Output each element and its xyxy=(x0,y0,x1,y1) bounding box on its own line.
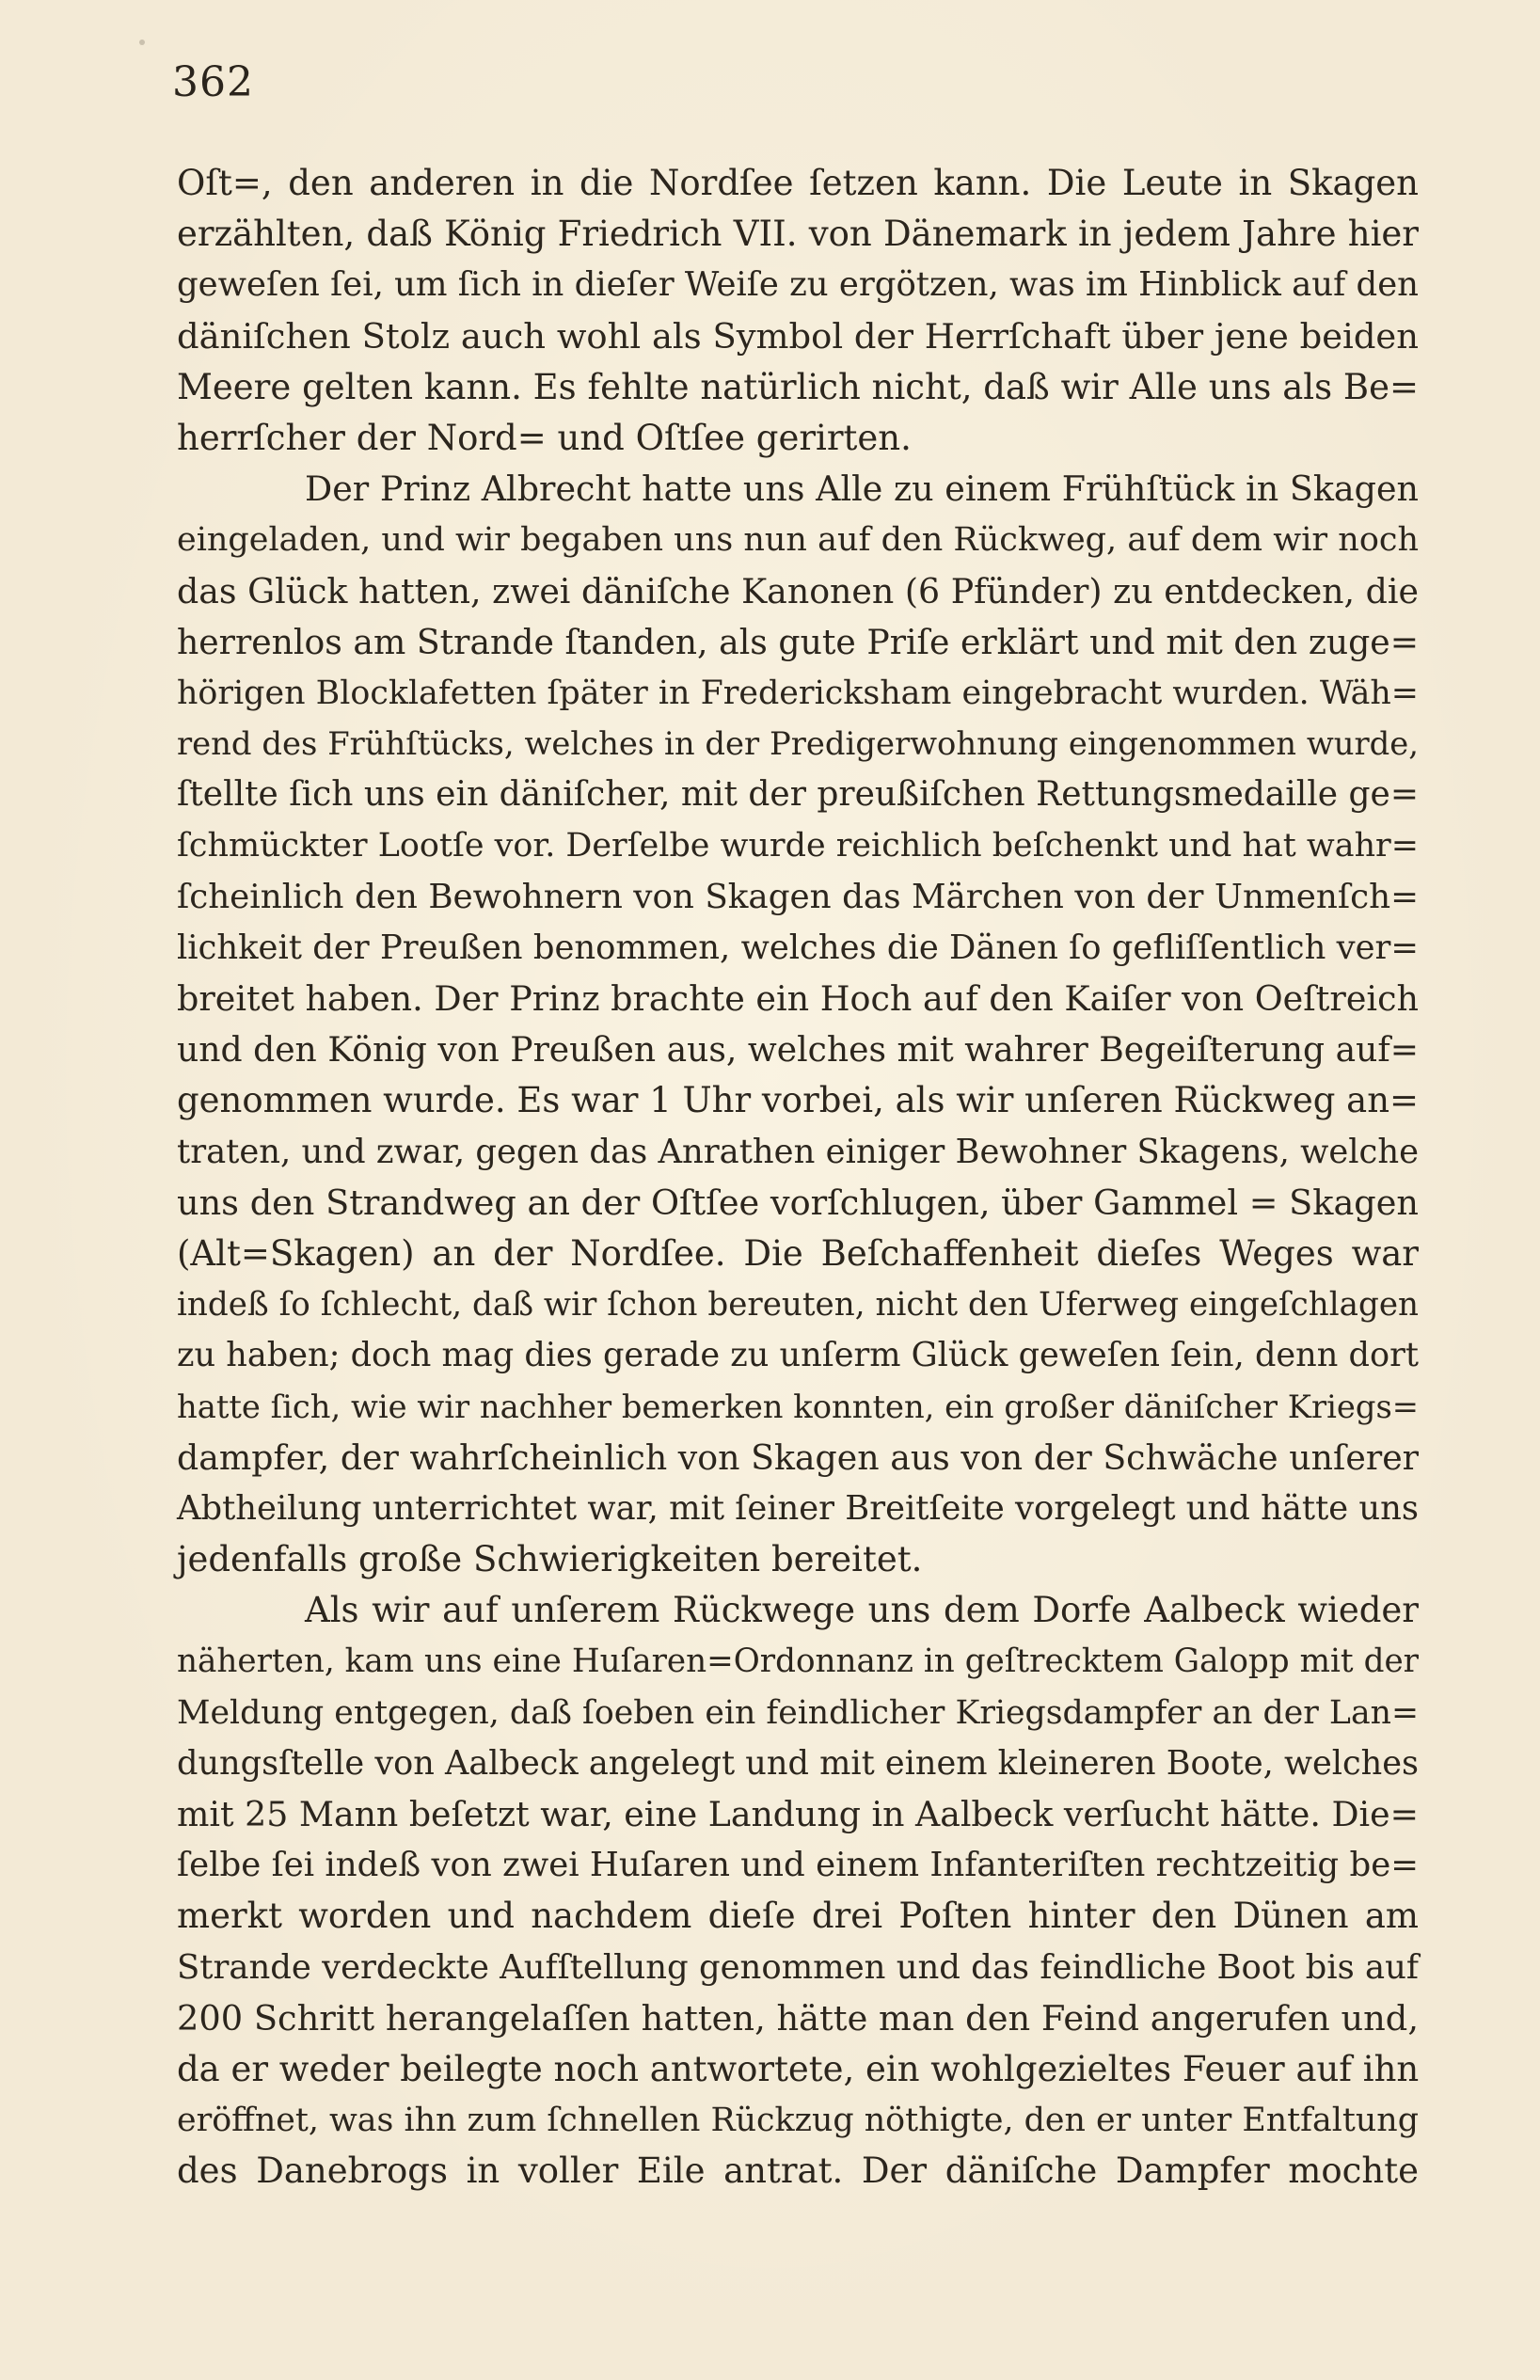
text-line: eröffnet, was ihn zum ſchnellen Rückzug nöthigte, den er unter Entfaltung xyxy=(177,2102,1419,2140)
text-line: da er weder beilegte noch antwortete, ein wohlgezieltes Feuer auf ihn xyxy=(177,2048,1420,2089)
text-line: Meere gelten kann. Es fehlte natürlich nicht, daß wir Alle uns als Be= xyxy=(177,366,1419,407)
text-line: Oſt=, den anderen in die Nordſee ſetzen kann. Die Leute in Skagen xyxy=(177,163,1419,203)
text-line: traten, und zwar, gegen das Anrathen einiger Bewohner Skagens, welche xyxy=(177,1132,1419,1171)
text-line: mit 25 Mann beſetzt war, eine Landung in Aalbeck verſucht hätte. Die= xyxy=(177,1794,1419,1834)
text-line: ſelbe ſei indeß von zwei Huſaren und einem Infanteriſten rechtzeitig be= xyxy=(177,1846,1419,1885)
text-line: uns den Strandweg an der Oſtſee vorſchlugen, über Gammel = Skagen xyxy=(177,1182,1419,1223)
text-line: herrſcher der Nord= und Oſtſee gerirten. xyxy=(177,417,912,458)
text-line: das Glück hatten, zwei däniſche Kanonen (6 Pfünder) zu entdecken, die xyxy=(177,570,1419,611)
text-line: breitet haben. Der Prinz brachte ein Hoch auf den Kaiſer von Oeſtreich xyxy=(177,978,1419,1019)
text-line: ſcheinlich den Bewohnern von Skagen das Märchen von der Unmenſch= xyxy=(177,877,1419,916)
text-line: genommen wurde. Es war 1 Uhr vorbei, als wir unſeren Rückweg an= xyxy=(177,1080,1419,1121)
text-line: dungsſtelle von Aalbeck angelegt und mit einem kleineren Boote, welches xyxy=(177,1743,1419,1783)
text-line: ſchmückter Lootſe vor. Derſelbe wurde reichlich beſchenkt und hat wahr= xyxy=(177,827,1419,865)
text-line: erzählten, daß König Friedrich VII. von Dänemark in jedem Jahre hier xyxy=(177,214,1419,255)
text-line: lichkeit der Preußen benommen, welches die Dänen ſo gefliſſentlich ver= xyxy=(177,928,1419,967)
text-line: hatte ſich, wie wir nachher bemerken konnten, ein großer däniſcher Kriegs= xyxy=(177,1388,1419,1425)
text-line: geweſen ſei, um ſich in dieſer Weiſe zu ergötzen, was im Hinblick auf den xyxy=(177,265,1419,305)
paragraph-3 xyxy=(177,1585,1419,2197)
text-line: (Alt=Skagen) an der Nordſee. Die Beſchaffenheit dieſes Weges war xyxy=(177,1232,1419,1274)
body-text xyxy=(177,158,1419,2198)
text-line: näherten, kam uns eine Huſaren=Ordonnanz in geſtrecktem Galopp mit der xyxy=(177,1642,1419,1681)
text-line: merkt worden und nachdem dieſe drei Poſten hinter den Dünen am xyxy=(177,1896,1419,1937)
page-number: 362 xyxy=(172,58,254,106)
text-line: Als wir auf unſerem Rückwege uns dem Dorfe Aalbeck wieder xyxy=(305,1590,1419,1631)
text-line: däniſchen Stolz auch wohl als Symbol der Herrſchaft über jene beiden xyxy=(177,315,1419,357)
text-line: ſtellte ſich uns ein däniſcher, mit der preußiſchen Rettungsmedaille ge= xyxy=(177,775,1419,815)
text-line: jedenfalls große Schwierigkeiten bereitet. xyxy=(177,1539,923,1580)
paragraph-2 xyxy=(177,464,1419,1585)
text-line: Der Prinz Albrecht hatte uns Alle zu einem Frühſtück in Skagen xyxy=(305,468,1419,510)
text-line: indeß ſo ſchlecht, daß wir ſchon bereuten, nicht den Uferweg eingeſchlagen xyxy=(177,1286,1419,1325)
text-line: rend des Frühſtücks, welches in der Predigerwohnung eingenommen wurde, xyxy=(177,725,1419,763)
text-line: Abtheilung unterrichtet war, mit ſeiner Breitſeite vorgelegt und hätte uns xyxy=(177,1488,1419,1528)
text-line: dampfer, der wahrſcheinlich von Skagen aus von der Schwäche unſerer xyxy=(177,1436,1419,1478)
text-line: Strande verdeckte Aufſtellung genommen und das feindliche Boot bis auf xyxy=(177,1947,1419,1987)
text-line: herrenlos am Strande ſtanden, als gute Priſe erklärt und mit den zuge= xyxy=(177,621,1419,662)
text-line: zu haben; doch mag dies gerade zu unſerm Glück geweſen ſein, denn dort xyxy=(177,1336,1419,1375)
paragraph-1 xyxy=(177,158,1419,464)
text-line: eingeladen, und wir begaben uns nun auf den Rückweg, auf dem wir noch xyxy=(177,521,1419,560)
text-line: und den König von Preußen aus, welches mit wahrer Begeiſterung auf= xyxy=(177,1030,1419,1071)
text-line: hörigen Blocklafetten ſpäter in Fredericksham eingebracht wurden. Wäh= xyxy=(177,674,1419,712)
text-line: Meldung entgegen, daß ſoeben ein feindlicher Kriegsdampfer an der Lan= xyxy=(177,1693,1419,1732)
ink-speck xyxy=(139,40,145,45)
text-line: des Danebrogs in voller Eile antrat. Der däniſche Dampfer mochte xyxy=(177,2150,1419,2192)
text-line: 200 Schritt herangelaſſen hatten, hätte man den Feind angerufen und, xyxy=(177,1997,1419,2039)
